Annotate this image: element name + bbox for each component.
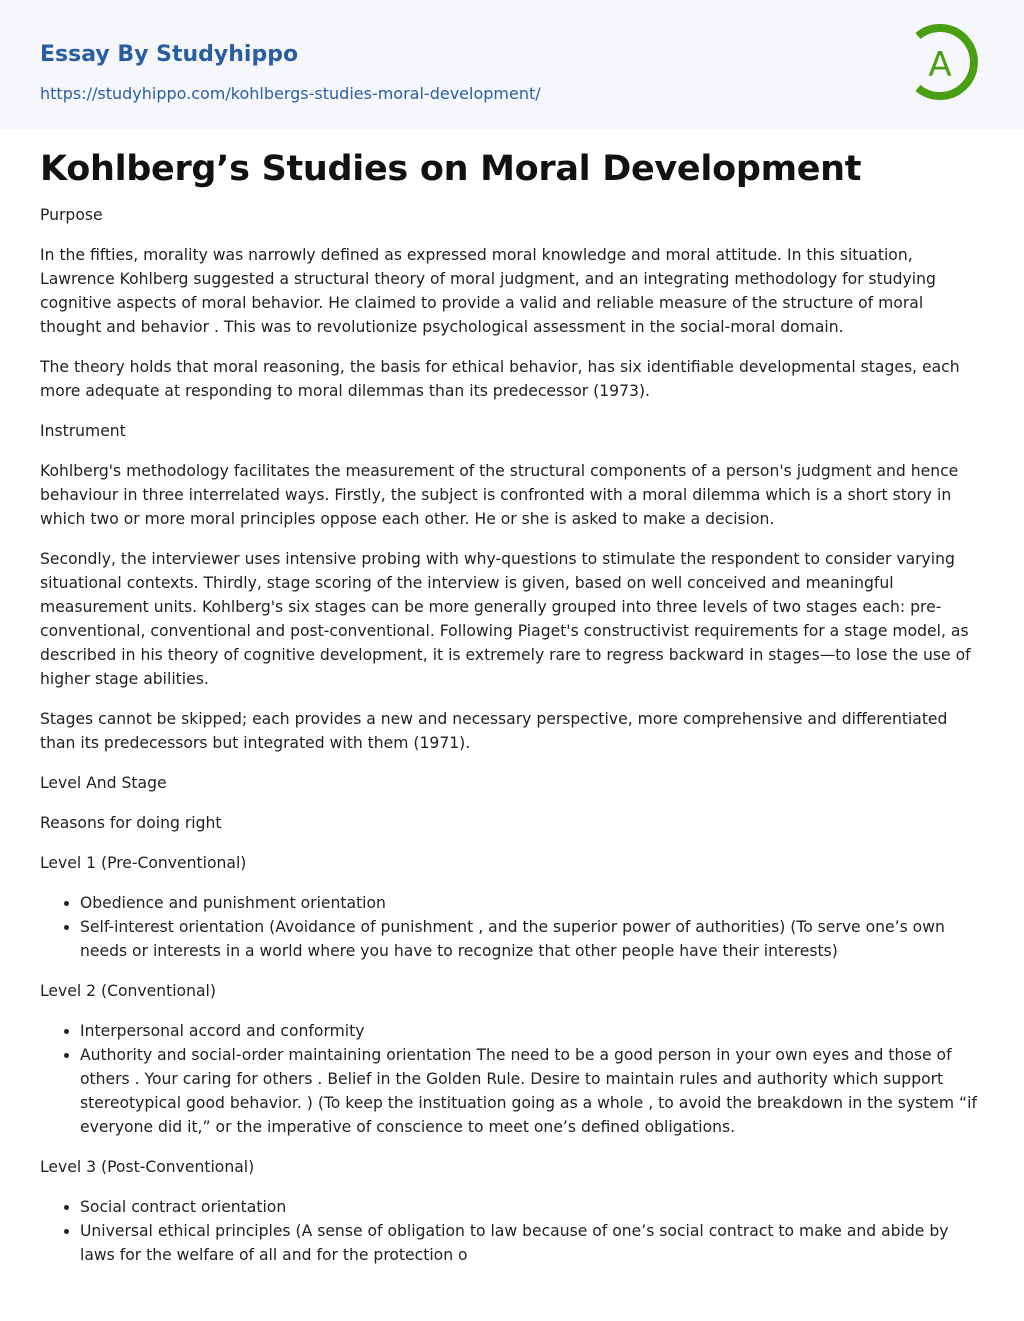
section-heading-purpose: Purpose xyxy=(40,206,103,224)
list-item: • Obedience and punishment orientation xyxy=(80,891,984,915)
paragraph: Stages cannot be skipped; each provides a new and necessary perspective, more comprehensive and differentiated than its predecessors but integrated with them (1971). xyxy=(40,710,948,752)
level-2-heading: Level 2 (Conventional) xyxy=(40,982,216,1000)
list-item: • Interpersonal accord and conformity xyxy=(80,1019,984,1043)
level-2-list xyxy=(40,1019,984,1139)
level-3-heading: Level 3 (Post-Conventional) xyxy=(40,1158,255,1176)
section-heading-instrument: Instrument xyxy=(40,422,126,440)
list-item: • Self-interest orientation (Avoidance of punishment , and the superior power of authorities) (To serve one’s own needs or interests in a world where you have to recognize that other people have their interests) xyxy=(80,915,984,963)
list-item: • Universal ethical principles (A sense of obligation to law because of one’s social contract to make and abide by laws for the welfare of all and for the protection o xyxy=(80,1219,984,1267)
paragraph: In the fifties, morality was narrowly defined as expressed moral knowledge and moral attitude. In this situation, Lawrence Kohlberg suggested a structural theory of moral judgment, and an integrating methodology for studying cognitive aspects of moral behavior. He claimed to provide a valid and reliable measure of the structure of moral thought and behavior . This was to revolutionize psychological assessment in the social-moral domain. xyxy=(40,246,936,336)
paragraph: The theory holds that moral reasoning, the basis for ethical behavior, has six identifiable developmental stages, each more adequate at responding to moral dilemmas than its predecessor (1973). xyxy=(40,358,960,400)
brand-title[interactable]: Essay By Studyhippo xyxy=(40,42,299,67)
source-url-link[interactable]: https://studyhippo.com/kohlbergs-studies-moral-development/ xyxy=(40,84,541,103)
level-1-heading: Level 1 (Pre-Conventional) xyxy=(40,854,247,872)
section-heading-reasons: Reasons for doing right xyxy=(40,814,222,832)
studyhippo-logo-icon[interactable] xyxy=(912,18,988,104)
article-body xyxy=(0,147,1024,1267)
site-header xyxy=(0,0,1024,129)
list-item: • Authority and social-order maintaining orientation The need to be a good person in your own eyes and those of others . Your caring for others . Belief in the Golden Rule. Desire to maintain rules and authority which support stereotypical good behavior. ) (To keep the instituation going as a whole , to avoid the breakdown in the system “if everyone did it,” or the imperative of conscience to meet one’s defined obligations. xyxy=(80,1043,984,1139)
paragraph: Kohlberg's methodology facilitates the measurement of the structural components of a person's judgment and hence behaviour in three interrelated ways. Firstly, the subject is confronted with a moral dilemma which is a short story in which two or more moral principles oppose each other. He or she is asked to make a decision. xyxy=(40,462,959,528)
svg-text:A: A xyxy=(928,45,952,85)
level-3-list xyxy=(40,1195,984,1267)
list-item: • Social contract orientation xyxy=(80,1195,984,1219)
section-heading-level-and-stage: Level And Stage xyxy=(40,774,167,792)
paragraph: Secondly, the interviewer uses intensive probing with why-questions to stimulate the respondent to consider varying situational contexts. Thirdly, stage scoring of the interview is given, based on well conceived and meaningful measurement units. Kohlberg's six stages can be more generally grouped into three levels of two stages each: pre-conventional, conventional and post-conventional. Following Piaget's constructivist requirements for a stage model, as described in his theory of cognitive development, it is extremely rare to regress backward in stages—to lose the use of higher stage abilities. xyxy=(40,550,971,688)
level-1-list xyxy=(40,891,984,963)
page-title: Kohlberg’s Studies on Moral Development xyxy=(40,149,862,189)
